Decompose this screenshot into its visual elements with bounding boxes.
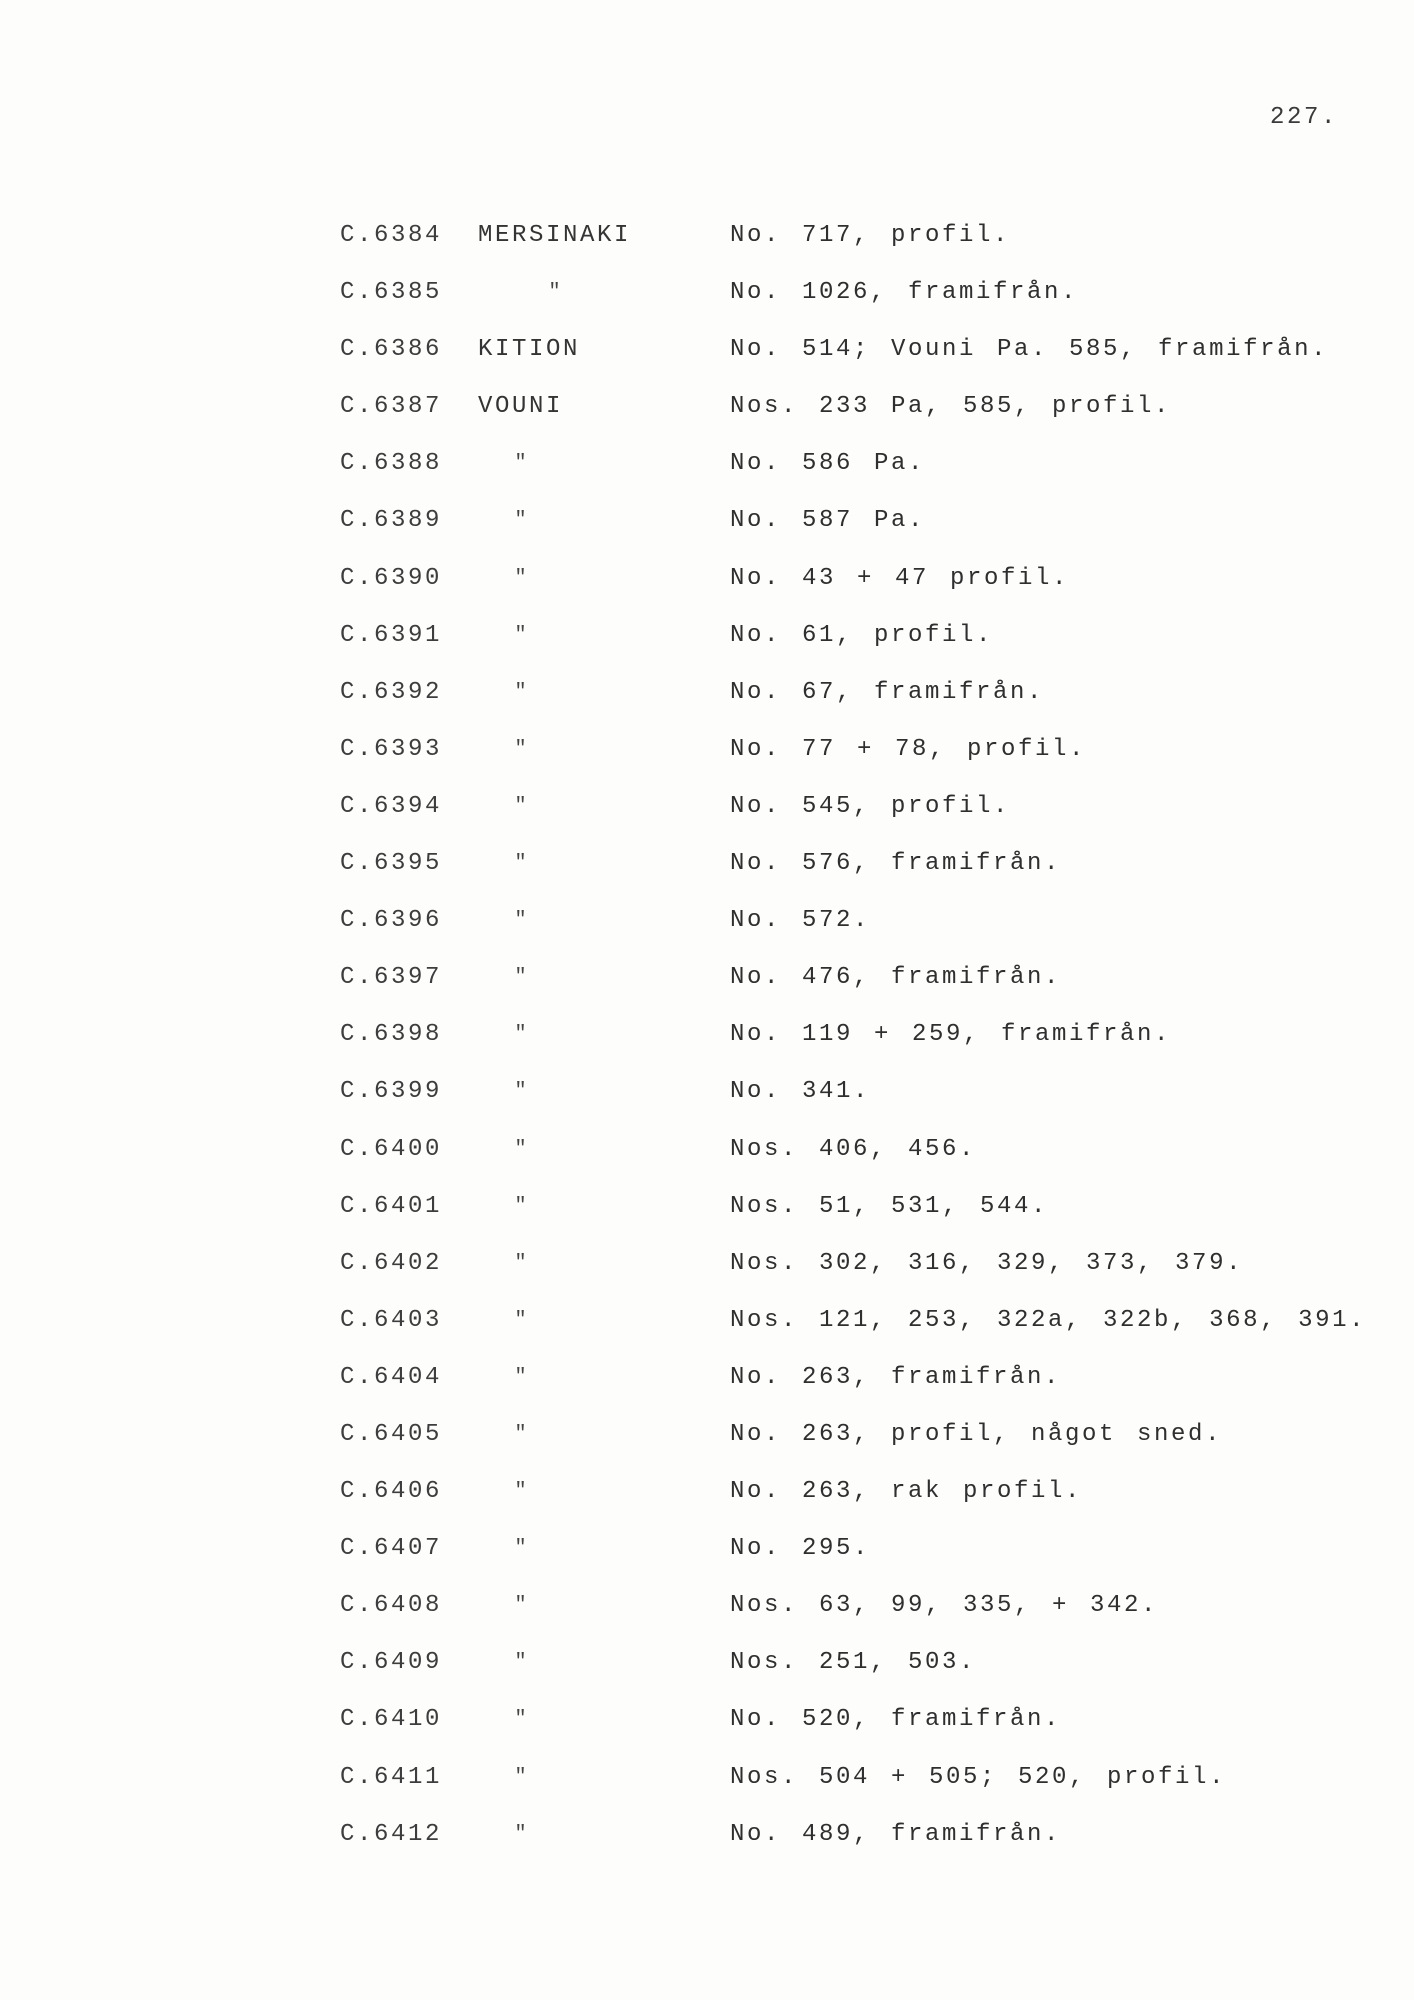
- object-description: No. 119 + 259, framifrån.: [730, 1021, 1172, 1049]
- catalog-row: [0, 835, 1414, 892]
- catalog-number: C.6396: [340, 907, 443, 935]
- object-description: No. 572.: [730, 907, 871, 935]
- object-description: No. 576, framifrån.: [730, 850, 1062, 878]
- site-name: MERSINAKI: [478, 222, 632, 249]
- catalog-row: [0, 321, 1414, 378]
- object-description: No. 67, framifrån.: [730, 678, 1045, 706]
- catalog-row: [0, 949, 1414, 1006]
- catalog-number: C.6406: [340, 1478, 443, 1506]
- catalog-number: C.6409: [340, 1649, 443, 1677]
- ditto-mark: ": [514, 1480, 527, 1504]
- ditto-mark: ": [514, 852, 527, 876]
- object-description: No. 520, framifrån.: [730, 1706, 1062, 1734]
- catalog-row: [0, 378, 1414, 435]
- object-description: No. 43 + 47 profil.: [730, 564, 1070, 592]
- catalog-row: [0, 492, 1414, 549]
- catalog-number: C.6410: [340, 1706, 443, 1734]
- catalog-row: [0, 1406, 1414, 1463]
- object-description: Nos. 233 Pa, 585, profil.: [730, 393, 1172, 421]
- page-number: 227.: [1269, 104, 1338, 131]
- catalog-number: C.6390: [340, 564, 443, 592]
- object-description: No. 61, profil.: [730, 621, 994, 649]
- catalog-row: [0, 778, 1414, 835]
- ditto-mark: ": [548, 281, 561, 305]
- catalog-number: C.6411: [340, 1763, 443, 1791]
- catalog-row: [0, 1006, 1414, 1063]
- catalog-number: C.6402: [340, 1249, 443, 1277]
- object-description: No. 476, framifrån.: [730, 964, 1062, 992]
- catalog-number: C.6403: [340, 1306, 443, 1334]
- catalog-number: C.6386: [340, 336, 443, 364]
- catalog-row: [0, 664, 1414, 721]
- object-description: No. 263, rak profil.: [730, 1478, 1083, 1506]
- catalog-row: [0, 1691, 1414, 1748]
- catalog-number: C.6397: [340, 964, 443, 992]
- ditto-mark: ": [514, 1822, 527, 1846]
- object-description: No. 545, profil.: [730, 792, 1011, 820]
- ditto-mark: ": [514, 1251, 527, 1275]
- catalog-number: C.6394: [340, 792, 443, 820]
- catalog-row: [0, 207, 1414, 264]
- catalog-row: [0, 1235, 1414, 1292]
- catalog-number: C.6399: [340, 1078, 443, 1106]
- catalog-row: [0, 1634, 1414, 1691]
- catalog-number: C.6384: [340, 222, 443, 249]
- ditto-mark: ": [514, 794, 527, 818]
- object-description: No. 717, profil.: [730, 222, 1011, 249]
- object-description: No. 77 + 78, profil.: [730, 735, 1087, 763]
- object-description: Nos. 63, 99, 335, + 342.: [730, 1592, 1159, 1620]
- object-description: No. 295.: [730, 1535, 871, 1563]
- ditto-mark: ": [514, 1137, 527, 1161]
- ditto-mark: ": [514, 1594, 527, 1618]
- catalog-number: C.6388: [340, 450, 443, 478]
- catalog-number: C.6400: [340, 1135, 443, 1163]
- catalog-number: C.6404: [340, 1363, 443, 1391]
- object-description: No. 263, framifrån.: [730, 1363, 1062, 1391]
- object-description: Nos. 251, 503.: [730, 1649, 977, 1677]
- catalog-row: [0, 721, 1414, 778]
- catalog-number: C.6387: [340, 393, 443, 421]
- ditto-mark: ": [514, 1080, 527, 1104]
- ditto-mark: ": [514, 452, 527, 476]
- catalog-number: C.6408: [340, 1592, 443, 1620]
- ditto-mark: ": [514, 680, 527, 704]
- catalog-row: [0, 1292, 1414, 1349]
- catalog-row: [0, 550, 1414, 607]
- site-name: KITION: [478, 336, 581, 364]
- catalog-row: [0, 1806, 1414, 1863]
- catalog-row: [0, 435, 1414, 492]
- object-description: Nos. 121, 253, 322a, 322b, 368, 391.: [730, 1306, 1367, 1334]
- object-description: Nos. 302, 316, 329, 373, 379.: [730, 1249, 1244, 1277]
- site-name: VOUNI: [478, 393, 564, 421]
- object-description: No. 1026, framifrån.: [730, 279, 1079, 307]
- object-description: No. 586 Pa.: [730, 450, 926, 478]
- ditto-mark: ": [514, 1023, 527, 1047]
- catalog-number: C.6393: [340, 735, 443, 763]
- catalog-number: C.6389: [340, 507, 443, 535]
- catalog-number: C.6391: [340, 621, 443, 649]
- ditto-mark: ": [514, 1365, 527, 1389]
- catalog-row: [0, 892, 1414, 949]
- ditto-mark: ": [514, 966, 527, 990]
- ditto-mark: ": [514, 909, 527, 933]
- ditto-mark: ": [514, 509, 527, 533]
- catalog-row: [0, 1520, 1414, 1577]
- ditto-mark: ": [514, 566, 527, 590]
- catalog-list: [0, 207, 1414, 1863]
- catalog-row: [0, 1121, 1414, 1178]
- ditto-mark: ": [514, 1537, 527, 1561]
- ditto-mark: ": [514, 1422, 527, 1446]
- ditto-mark: ": [514, 1194, 527, 1218]
- catalog-number: C.6401: [340, 1192, 443, 1220]
- catalog-number: C.6407: [340, 1535, 443, 1563]
- ditto-mark: ": [514, 1765, 527, 1789]
- catalog-row: [0, 1349, 1414, 1406]
- object-description: No. 514; Vouni Pa. 585, framifrån.: [730, 336, 1329, 364]
- object-description: No. 341.: [730, 1078, 871, 1106]
- catalog-number: C.6405: [340, 1420, 443, 1448]
- catalog-row: [0, 1063, 1414, 1120]
- catalog-number: C.6395: [340, 850, 443, 878]
- catalog-row: [0, 1463, 1414, 1520]
- object-description: Nos. 51, 531, 544.: [730, 1192, 1049, 1220]
- catalog-row: [0, 1749, 1414, 1806]
- catalog-row: [0, 1178, 1414, 1235]
- ditto-mark: ": [514, 1651, 527, 1675]
- object-description: No. 263, profil, något sned.: [730, 1420, 1223, 1448]
- ditto-mark: ": [514, 1308, 527, 1332]
- catalog-number: C.6392: [340, 678, 443, 706]
- catalog-number: C.6412: [340, 1820, 443, 1848]
- ditto-mark: ": [514, 623, 527, 647]
- object-description: No. 489, framifrån.: [730, 1820, 1062, 1848]
- ditto-mark: ": [514, 1708, 527, 1732]
- catalog-row: [0, 264, 1414, 321]
- catalog-row: [0, 607, 1414, 664]
- object-description: Nos. 504 + 505; 520, profil.: [730, 1763, 1227, 1791]
- ditto-mark: ": [514, 737, 527, 761]
- catalog-number: C.6398: [340, 1021, 443, 1049]
- object-description: No. 587 Pa.: [730, 507, 926, 535]
- object-description: Nos. 406, 456.: [730, 1135, 977, 1163]
- catalog-row: [0, 1577, 1414, 1634]
- catalog-number: C.6385: [340, 279, 443, 307]
